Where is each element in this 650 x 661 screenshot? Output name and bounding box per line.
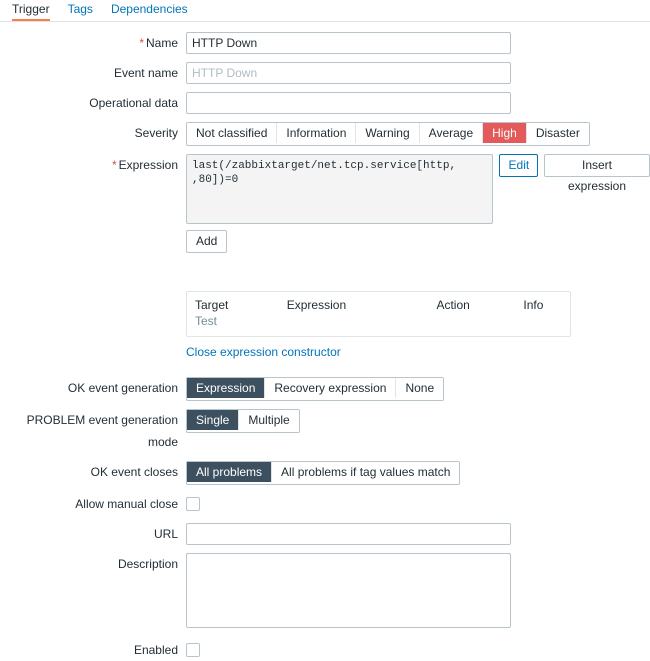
column-header-expression: Expression <box>286 298 347 312</box>
row-enabled <box>0 639 650 657</box>
url-input[interactable] <box>186 523 511 545</box>
ok-event-generation-option-expression[interactable]: Expression <box>187 378 265 398</box>
label-description: Description <box>117 557 178 571</box>
label-name: * Name <box>139 36 178 50</box>
label-problem-event-generation-mode: PROBLEM event generation mode <box>26 413 178 449</box>
label-enabled: Enabled <box>133 643 178 657</box>
close-expression-constructor-link[interactable]: Close expression constructor <box>186 345 341 359</box>
problem-event-mode-option-single[interactable]: Single <box>187 410 239 430</box>
row-ok-event-closes <box>0 461 650 485</box>
severity-radio-group <box>186 122 590 146</box>
cell-info <box>523 314 562 328</box>
label-expression: * Expression <box>111 158 178 172</box>
tab-dependencies[interactable]: Dependencies <box>110 2 188 16</box>
label-allow-manual-close: Allow manual close <box>75 497 178 511</box>
row-url <box>0 523 650 545</box>
label-operational-data: Operational data <box>89 96 178 110</box>
problem-event-mode-option-multiple[interactable]: Multiple <box>239 410 298 430</box>
row-severity <box>0 122 650 146</box>
label-event-name: Event name <box>113 66 178 80</box>
row-name <box>0 32 650 54</box>
table-header-row <box>187 292 570 314</box>
label-severity: Severity <box>134 126 178 140</box>
row-problem-event-generation-mode <box>0 409 650 453</box>
severity-option-average[interactable]: Average <box>420 123 483 143</box>
trigger-form <box>0 22 650 657</box>
expression-textarea[interactable] <box>186 154 493 224</box>
row-expression <box>0 154 650 253</box>
ok-event-closes-radio-group <box>186 461 460 485</box>
column-header-info: Info <box>523 298 544 312</box>
tab-trigger[interactable]: Trigger <box>12 2 50 21</box>
expression-constructor-table <box>186 291 571 337</box>
ok-event-generation-radio-group <box>186 377 444 401</box>
row-allow-manual-close <box>0 493 650 515</box>
problem-event-generation-mode-radio-group <box>186 409 300 433</box>
label-ok-event-generation: OK event generation <box>67 381 178 395</box>
cell-action <box>436 314 523 328</box>
required-marker-expression: * <box>111 158 117 172</box>
row-operational-data <box>0 92 650 114</box>
severity-option-warning[interactable]: Warning <box>356 123 419 143</box>
row-description <box>0 553 650 631</box>
name-input[interactable] <box>186 32 511 54</box>
severity-option-disaster[interactable]: Disaster <box>527 123 589 143</box>
insert-expression-button[interactable]: Insert expression <box>544 154 650 177</box>
ok-event-closes-option-all-problems[interactable]: All problems <box>187 462 272 482</box>
severity-option-high[interactable]: High <box>483 123 527 143</box>
add-expression-button[interactable]: Add <box>186 230 227 253</box>
label-ok-event-closes: OK event closes <box>90 465 178 479</box>
column-header-target: Target <box>195 298 229 312</box>
description-textarea[interactable] <box>186 553 511 628</box>
column-header-action: Action <box>436 298 470 312</box>
event-name-input[interactable] <box>186 62 511 84</box>
label-url: URL <box>153 527 178 541</box>
allow-manual-close-checkbox[interactable] <box>186 497 200 511</box>
ok-event-closes-option-tag-values-match[interactable]: All problems if tag values match <box>272 462 459 482</box>
severity-option-information[interactable]: Information <box>277 123 356 143</box>
ok-event-generation-option-recovery-expression[interactable]: Recovery expression <box>265 378 396 398</box>
cell-target: Test <box>195 314 218 328</box>
ok-event-generation-option-none[interactable]: None <box>396 378 443 398</box>
row-ok-event-generation <box>0 377 650 401</box>
severity-option-not-classified[interactable]: Not classified <box>187 123 277 143</box>
tab-tags[interactable]: Tags <box>67 2 93 16</box>
table-row <box>187 314 570 336</box>
required-marker-name: * <box>139 36 144 50</box>
edit-expression-button[interactable]: Edit <box>499 154 538 177</box>
row-expression-constructor <box>0 261 650 369</box>
row-event-name <box>0 62 650 84</box>
tab-bar <box>0 0 650 22</box>
cell-expression <box>287 314 437 328</box>
enabled-checkbox[interactable] <box>186 643 200 657</box>
operational-data-input[interactable] <box>186 92 511 114</box>
